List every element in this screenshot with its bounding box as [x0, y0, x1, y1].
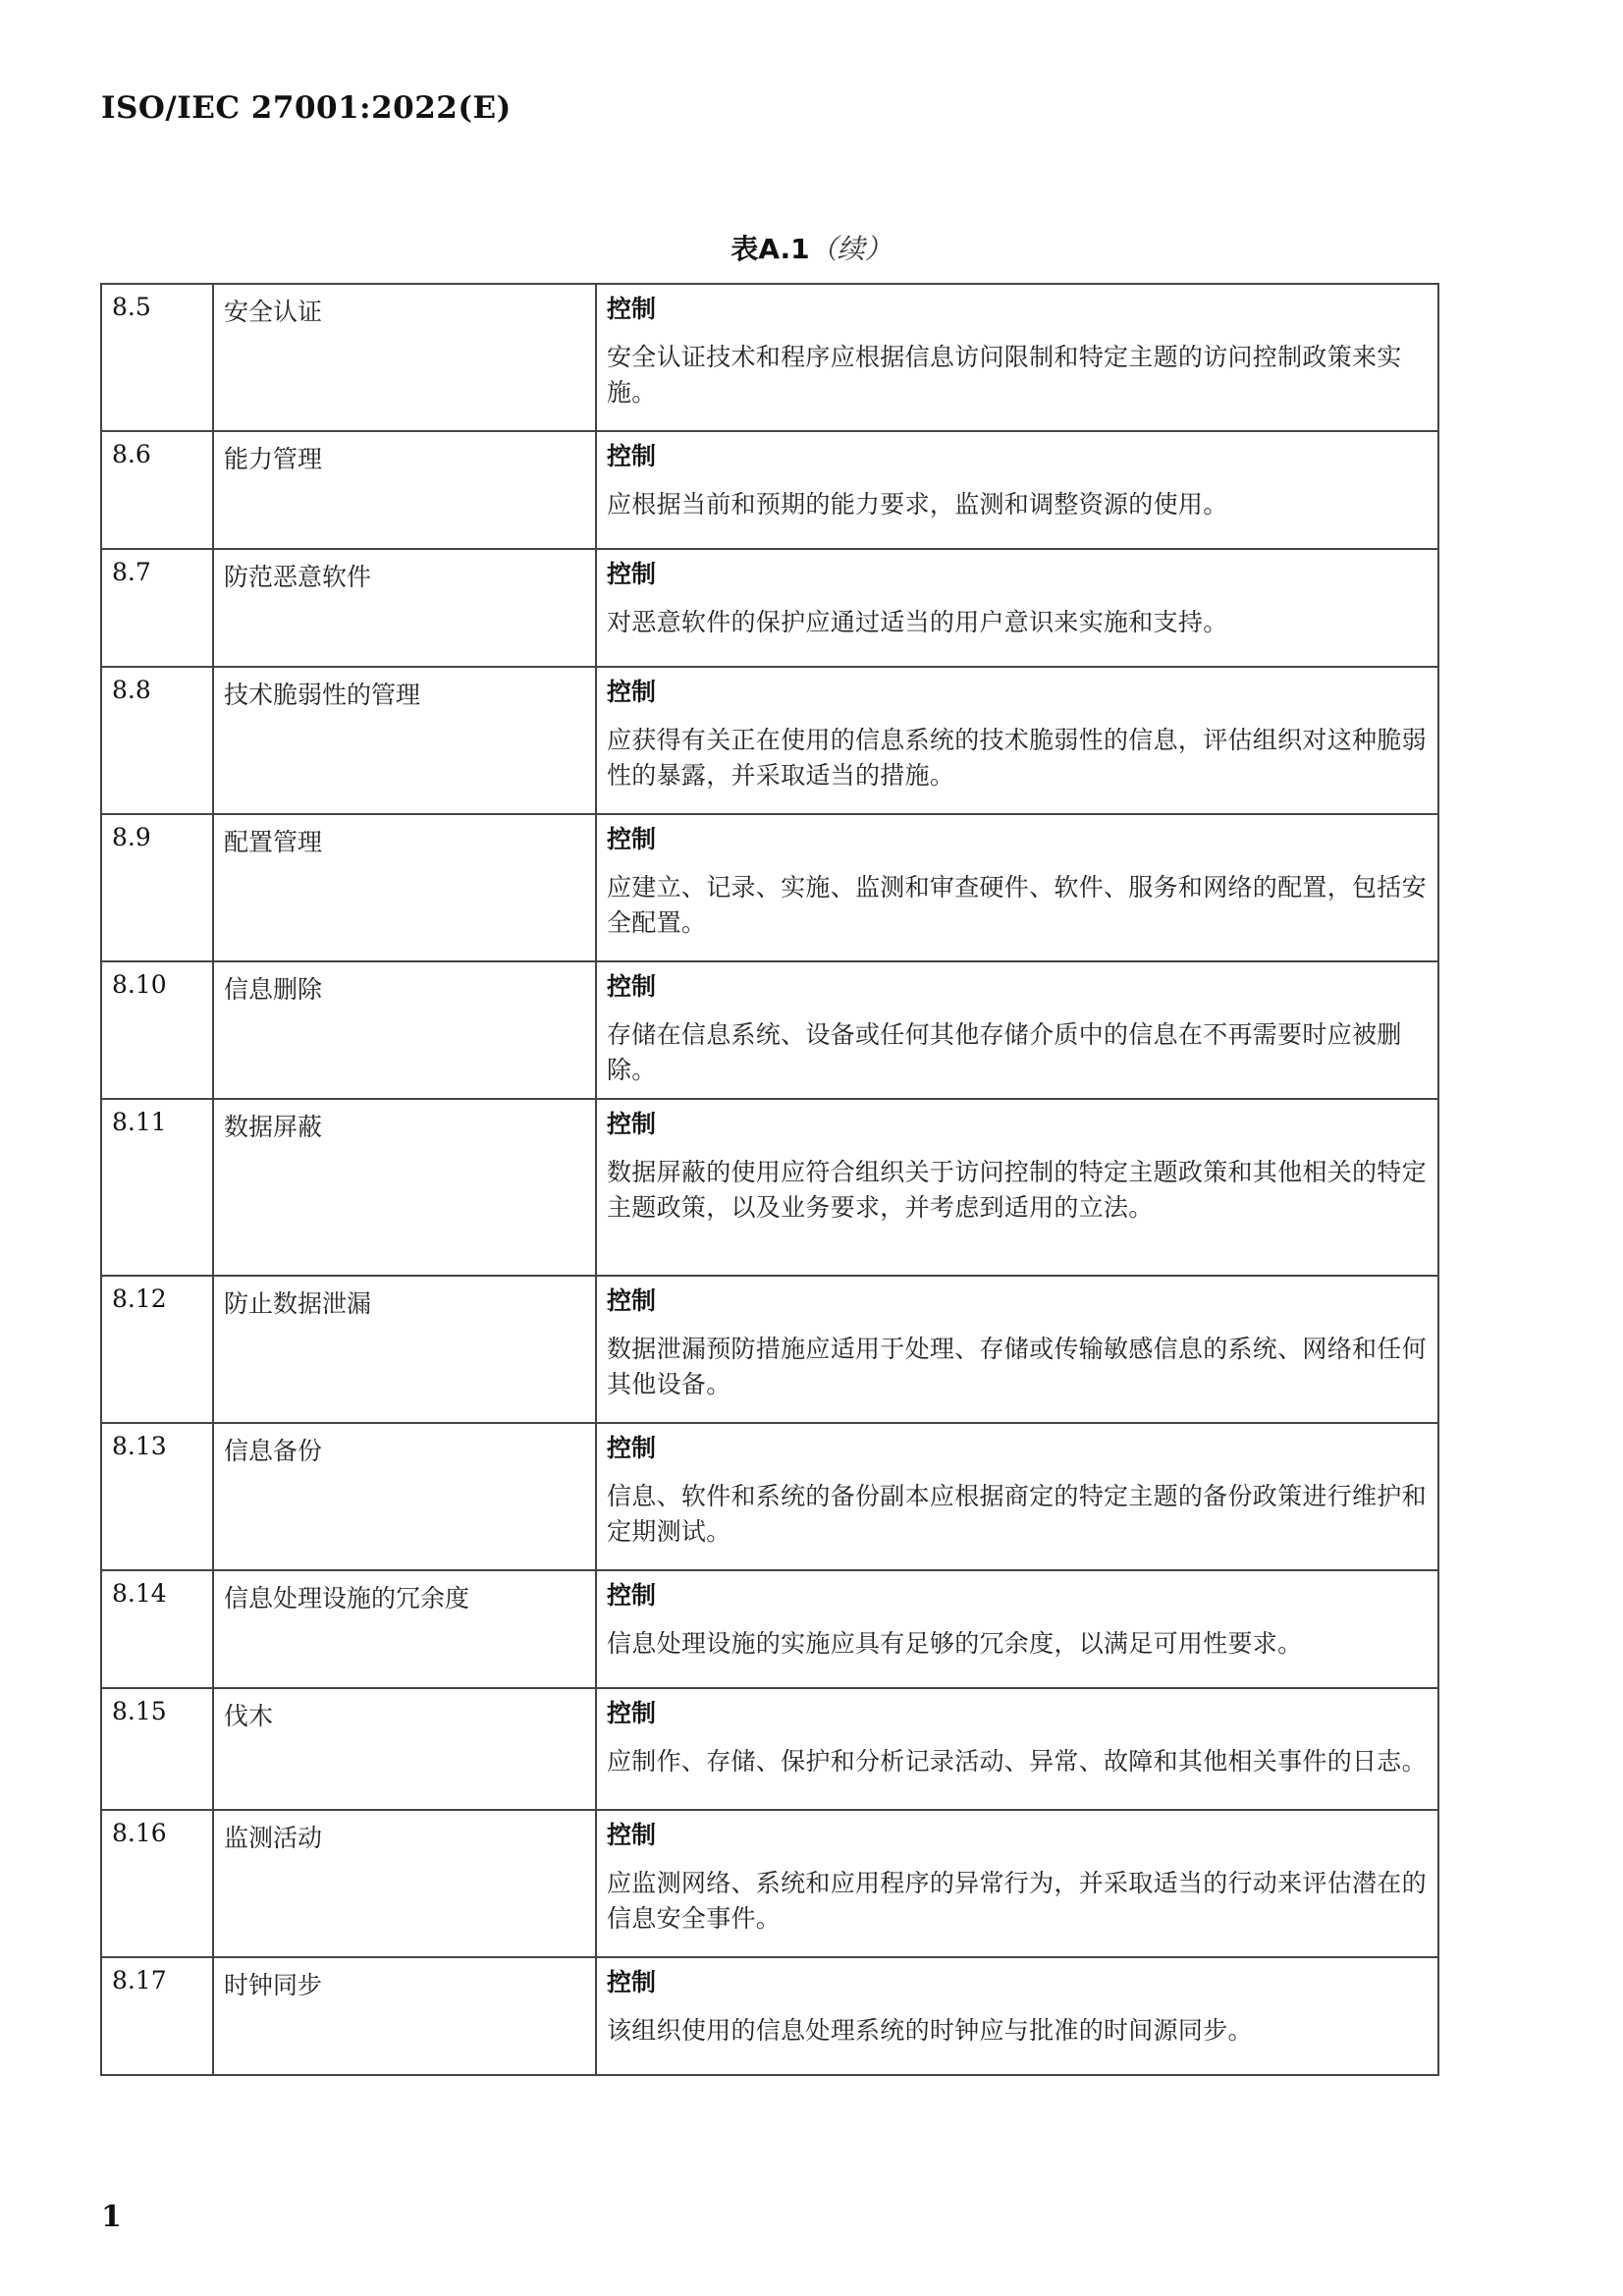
- table-row: [101, 814, 1438, 961]
- control-name: 防范恶意软件: [213, 549, 596, 667]
- control-description: [596, 667, 1438, 814]
- control-label: 控制: [607, 1434, 657, 1462]
- caption-title: 表A.1: [730, 233, 810, 265]
- control-description: [596, 961, 1438, 1099]
- table-row: [101, 961, 1438, 1099]
- control-number: 8.9: [101, 814, 213, 961]
- control-label: 控制: [607, 972, 657, 1001]
- control-description: [596, 1099, 1438, 1276]
- control-text: 对恶意软件的保护应通过适当的用户意识来实施和支持。: [607, 608, 1228, 636]
- control-description: [596, 431, 1438, 549]
- control-description: [596, 1276, 1438, 1423]
- control-name: 能力管理: [213, 431, 596, 549]
- control-name: 监测活动: [213, 1810, 596, 1957]
- controls-table: [100, 283, 1439, 2076]
- control-number: 8.17: [101, 1957, 213, 2075]
- control-text: 该组织使用的信息处理系统的时钟应与批准的时间源同步。: [607, 2016, 1253, 2045]
- control-number: 8.5: [101, 284, 213, 431]
- document-header: ISO/IEC 27001:2022(E): [101, 90, 512, 126]
- control-description: [596, 1688, 1438, 1810]
- control-name: 安全认证: [213, 284, 596, 431]
- control-label: 控制: [607, 295, 657, 323]
- control-text: 信息处理设施的实施应具有足够的冗余度，以满足可用性要求。: [607, 1629, 1303, 1658]
- control-number: 8.7: [101, 549, 213, 667]
- control-number: 8.11: [101, 1099, 213, 1276]
- control-name: 信息备份: [213, 1423, 596, 1570]
- control-text: 应监测网络、系统和应用程序的异常行为，并采取适当的行动来评估潜在的信息安全事件。: [607, 1869, 1427, 1933]
- control-label: 控制: [607, 1286, 657, 1315]
- control-description: [596, 1570, 1438, 1688]
- control-number: 8.8: [101, 667, 213, 814]
- control-name: 伐木: [213, 1688, 596, 1810]
- control-name: 数据屏蔽: [213, 1099, 596, 1276]
- control-description: [596, 1810, 1438, 1957]
- table-row: [101, 1810, 1438, 1957]
- control-description: [596, 284, 1438, 431]
- control-text: 应建立、记录、实施、监测和审查硬件、软件、服务和网络的配置，包括安全配置。: [607, 873, 1427, 937]
- control-description: [596, 814, 1438, 961]
- control-name: 时钟同步: [213, 1957, 596, 2075]
- control-number: 8.6: [101, 431, 213, 549]
- control-label: 控制: [607, 1699, 657, 1727]
- table-row: [101, 431, 1438, 549]
- control-number: 8.12: [101, 1276, 213, 1423]
- control-label: 控制: [607, 825, 657, 853]
- table-row: [101, 1276, 1438, 1423]
- table-row: [101, 1957, 1438, 2075]
- control-number: 8.13: [101, 1423, 213, 1570]
- control-name: 技术脆弱性的管理: [213, 667, 596, 814]
- control-label: 控制: [607, 1110, 657, 1138]
- control-text: 存储在信息系统、设备或任何其他存储介质中的信息在不再需要时应被删除。: [607, 1020, 1402, 1084]
- control-number: 8.10: [101, 961, 213, 1099]
- control-text: 应获得有关正在使用的信息系统的技术脆弱性的信息，评估组织对这种脆弱性的暴露，并采取适当的措施。: [607, 726, 1427, 790]
- control-number: 8.15: [101, 1688, 213, 1810]
- control-description: [596, 549, 1438, 667]
- table-row: [101, 1570, 1438, 1688]
- control-description: [596, 1957, 1438, 2075]
- control-name: 信息处理设施的冗余度: [213, 1570, 596, 1688]
- table-caption: [0, 228, 1623, 267]
- control-text: 安全认证技术和程序应根据信息访问限制和特定主题的访问控制政策来实施。: [607, 343, 1402, 407]
- control-label: 控制: [607, 442, 657, 470]
- control-text: 信息、软件和系统的备份副本应根据商定的特定主题的备份政策进行维护和定期测试。: [607, 1482, 1427, 1546]
- control-number: 8.14: [101, 1570, 213, 1688]
- control-label: 控制: [607, 1581, 657, 1610]
- control-name: 防止数据泄漏: [213, 1276, 596, 1423]
- caption-continued: （续）: [809, 233, 893, 265]
- page-number: 1: [101, 2200, 122, 2234]
- control-label: 控制: [607, 678, 657, 706]
- table-row: [101, 284, 1438, 431]
- control-label: 控制: [607, 1821, 657, 1849]
- table-row: [101, 1423, 1438, 1570]
- table-row: [101, 667, 1438, 814]
- table-row: [101, 549, 1438, 667]
- table-row: [101, 1688, 1438, 1810]
- control-label: 控制: [607, 1968, 657, 1996]
- control-text: 数据泄漏预防措施应适用于处理、存储或传输敏感信息的系统、网络和任何其他设备。: [607, 1335, 1427, 1398]
- control-name: 信息删除: [213, 961, 596, 1099]
- control-label: 控制: [607, 560, 657, 588]
- control-text: 数据屏蔽的使用应符合组织关于访问控制的特定主题政策和其他相关的特定主题政策，以及业务要求，并考虑到适用的立法。: [607, 1158, 1427, 1222]
- control-description: [596, 1423, 1438, 1570]
- control-text: 应根据当前和预期的能力要求，监测和调整资源的使用。: [607, 490, 1228, 519]
- control-text: 应制作、存储、保护和分析记录活动、异常、故障和其他相关事件的日志。: [607, 1747, 1427, 1776]
- control-name: 配置管理: [213, 814, 596, 961]
- table-row: [101, 1099, 1438, 1276]
- control-number: 8.16: [101, 1810, 213, 1957]
